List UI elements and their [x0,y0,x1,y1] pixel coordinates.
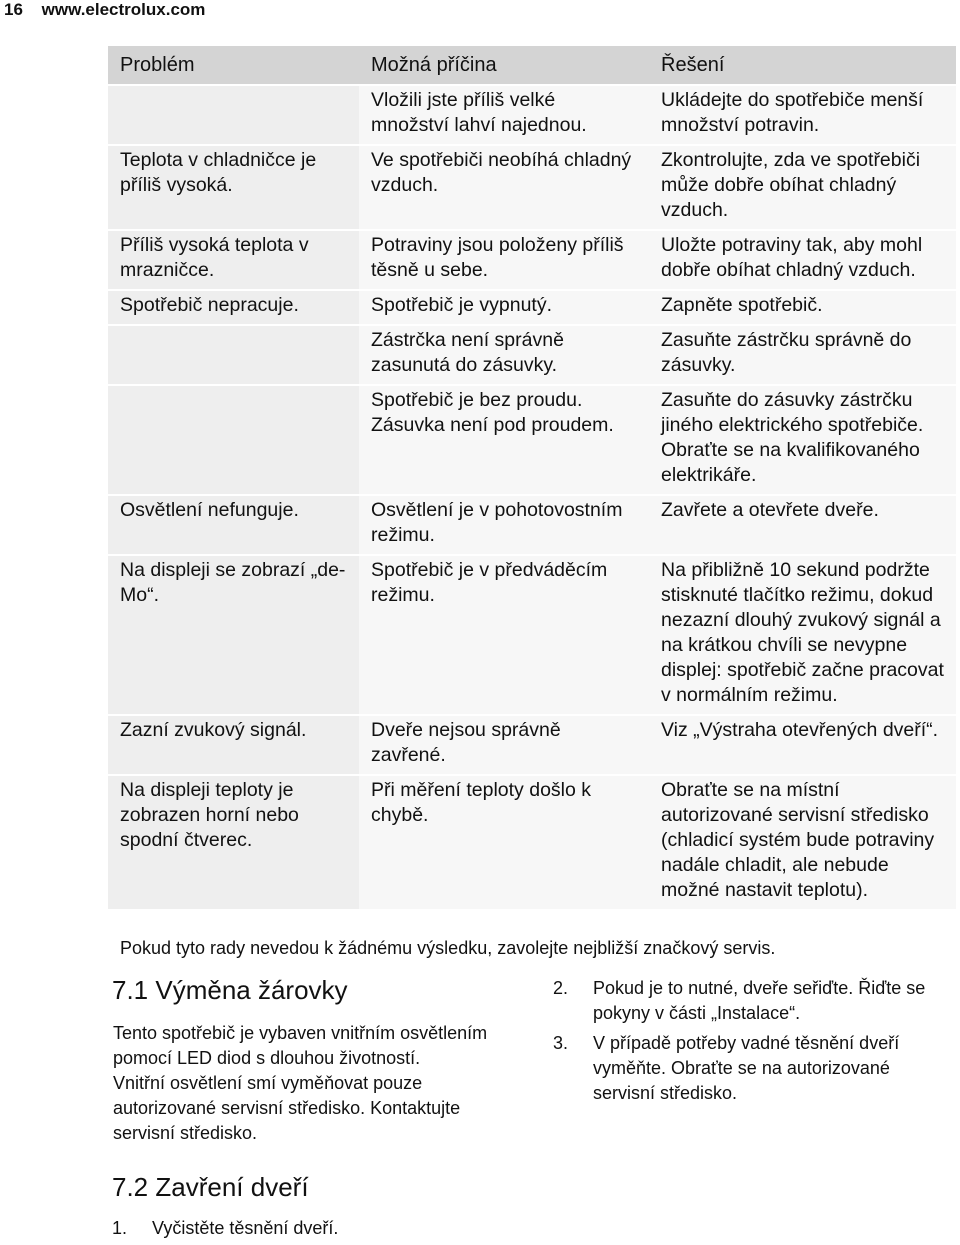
cause-cell: Dveře nejsou správně zavřené. [359,715,649,775]
step-text: V případě potřeby vadné těsnění dveří vyměňte. Obraťte se na autorizované servisní středisko. [593,1033,900,1103]
problem-cell: Na displeji se zobrazí „de-Mo“. [108,555,359,715]
cause-cell: Ve spotřebiči neobíhá chladný vzduch. [359,145,649,230]
cause-cell: Vložili jste příliš velké množství lahví najednou. [359,85,649,145]
table-row [108,715,956,775]
problem-cell [108,325,359,385]
problem-cell [108,85,359,145]
site-url[interactable]: www.electrolux.com [41,0,206,19]
list-item [112,1218,338,1239]
table-row [108,325,956,385]
column-header-solution: Řešení [649,46,956,85]
solution-cell: Viz „Výstraha otevřených dveří“. [649,715,956,775]
table-row [108,230,956,290]
cause-cell: Potraviny jsou položeny příliš těsně u sebe. [359,230,649,290]
paragraph-led-lighting: Tento spotřebič je vybaven vnitřním osvětlením pomocí LED diod s dlouhou životností. [113,1023,488,1068]
section-heading-7-2: 7.2 Zavření dveří [112,1172,309,1202]
table-row [108,495,956,555]
table-row [108,85,956,145]
page-number: 16 [4,0,23,19]
problem-cell: Spotřebič nepracuje. [108,290,359,325]
cause-cell: Při měření teploty došlo k chybě. [359,775,649,910]
step-text: Pokud je to nutné, dveře seřiďte. Řiďte se pokyny v části „Instalace“. [593,978,926,1023]
solution-cell: Zkontrolujte, zda ve spotřebiči může dobře obíhat chladný vzduch. [649,145,956,230]
step-number: 3. [553,1033,569,1053]
page-header [4,0,205,20]
problem-cell: Příliš vysoká teplota v mrazničce. [108,230,359,290]
cause-cell: Spotřebič je bez proudu. Zásuvka není pod proudem. [359,385,649,495]
problem-cell: Teplota v chladničce je příliš vysoká. [108,145,359,230]
problem-cell: Na displeji teploty je zobrazen horní nebo spodní čtverec. [108,775,359,910]
table-header-row [108,46,956,85]
paragraph-service-replacement: Vnitřní osvětlení smí vyměňovat pouze autorizované servisní středisko. Kontaktujte servisní středisko. [113,1073,461,1143]
solution-cell: Zasuňte do zásuvky zástrčku jiného elektrického spotřebiče. Obraťte se na kvalifikovaného elektrikáře. [649,385,956,495]
column-header-problem: Problém [108,46,359,85]
cause-cell: Zástrčka není správně zasunutá do zásuvky. [359,325,649,385]
section-heading-7-1: 7.1 Výměna žárovky [112,975,348,1005]
step-number: 1. [112,1218,128,1238]
table-row [108,385,956,495]
problem-cell: Osvětlení nefunguje. [108,495,359,555]
cause-cell: Spotřebič je vypnutý. [359,290,649,325]
problem-cell: Zazní zvukový signál. [108,715,359,775]
table-row [108,145,956,230]
steps-list [553,976,953,1111]
step-text: Vyčistěte těsnění dveří. [152,1218,339,1238]
troubleshooting-table [108,46,956,911]
solution-cell: Obraťte se na místní autorizované servisní středisko (chladicí systém bude potraviny nadále chladit, ale nebude možné nastavit teplotu). [649,775,956,910]
table-row [108,555,956,715]
list-item [553,1031,953,1106]
solution-cell: Ukládejte do spotřebiče menší množství potravin. [649,85,956,145]
column-header-cause: Možná příčina [359,46,649,85]
problem-cell [108,385,359,495]
step-number: 2. [553,978,569,998]
solution-cell: Uložte potraviny tak, aby mohl dobře obíhat chladný vzduch. [649,230,956,290]
solution-cell: Zapněte spotřebič. [649,290,956,325]
cause-cell: Osvětlení je v pohotovostním režimu. [359,495,649,555]
service-note: Pokud tyto rady nevedou k žádnému výsledku, zavolejte nejbližší značkový servis. [120,938,776,958]
table-row [108,775,956,910]
solution-cell: Na přibližně 10 sekund podržte stisknuté tlačítko režimu, dokud nezazní dlouhý zvukový signál a na krátkou chvíli se nevypne displej: spotřebič začne pracovat v normálním režimu. [649,555,956,715]
table-row [108,290,956,325]
solution-cell: Zasuňte zástrčku správně do zásuvky. [649,325,956,385]
list-item [553,976,953,1026]
solution-cell: Zavřete a otevřete dveře. [649,495,956,555]
cause-cell: Spotřebič je v předváděcím režimu. [359,555,649,715]
